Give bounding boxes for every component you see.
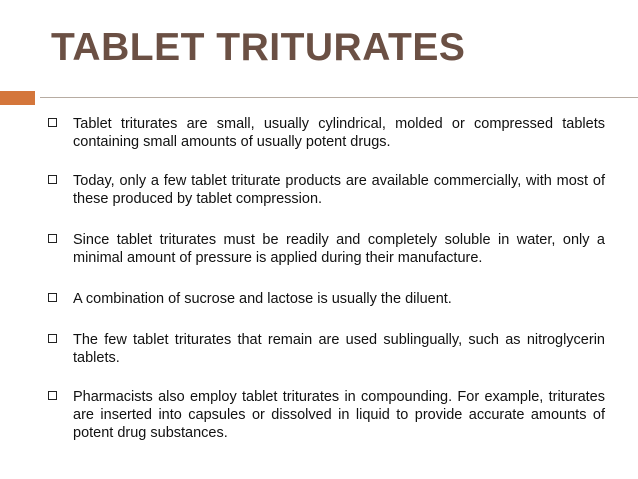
title-divider-line [40, 97, 638, 98]
bullet-text: The few tablet triturates that remain are used sublingually, such as nitroglycerin tablets. [73, 332, 605, 366]
hollow-square-bullet-icon [48, 293, 57, 302]
hollow-square-bullet-icon [48, 175, 57, 184]
bullet-text: Pharmacists also employ tablet triturates in compounding. For example, triturates are inserted into capsules or dissolved in liquid to provide accurate amounts of potent drug substances. [73, 389, 605, 441]
bullet-text: Today, only a few tablet triturate products are available commercially, with most of these produced by tablet compression. [73, 173, 605, 207]
bullet-text: A combination of sucrose and lactose is usually the diluent. [73, 291, 452, 307]
title-accent-bar [0, 91, 35, 105]
hollow-square-bullet-icon [48, 234, 57, 243]
bullet-text: Since tablet triturates must be readily and completely soluble in water, only a minimal amount of pressure is applied during their manufacture. [73, 232, 605, 266]
bullet-text: Tablet triturates are small, usually cylindrical, molded or compressed tablets containing small amounts of usually potent drugs. [73, 116, 605, 150]
hollow-square-bullet-icon [48, 391, 57, 400]
hollow-square-bullet-icon [48, 334, 57, 343]
slide-title: TABLET TRITURATES [51, 26, 466, 69]
hollow-square-bullet-icon [48, 118, 57, 127]
